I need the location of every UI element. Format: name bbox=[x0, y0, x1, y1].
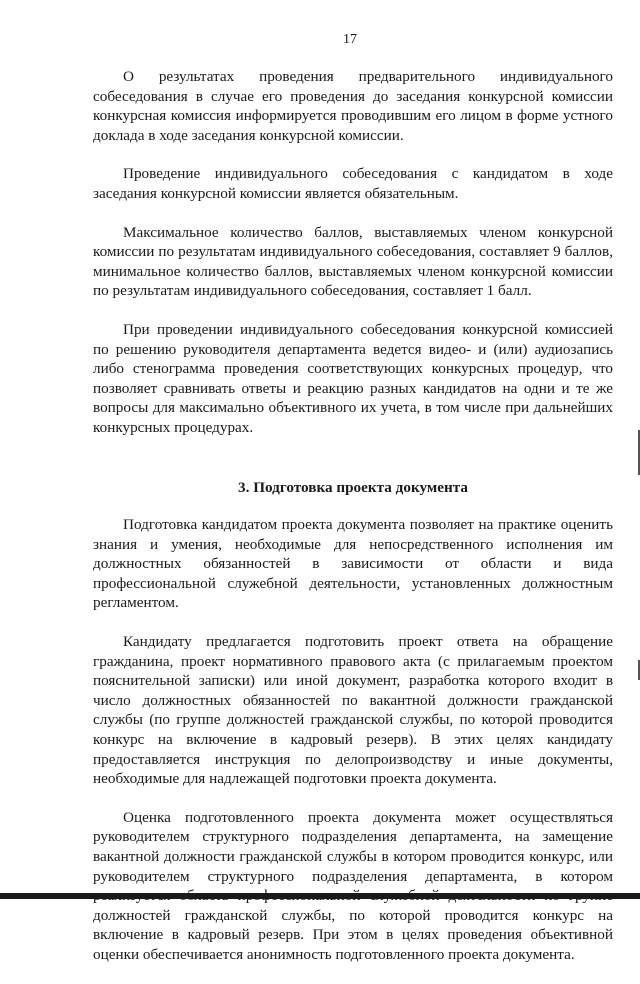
scan-edge-bottom bbox=[0, 893, 640, 899]
section-heading: 3. Подготовка проекта документа bbox=[238, 478, 468, 496]
paragraph: О результатах проведения предварительного индивидуального собеседования в случае его проведения до заседания конкурсной комиссии конкурсная комиссия информируется проводившим его лицом в форме устного доклада в ходе заседания конкурсной комиссии. bbox=[93, 68, 613, 144]
paragraph: Проведение индивидуального собеседования с кандидатом в ходе заседания конкурсной комиссии является обязательным. bbox=[93, 165, 613, 202]
paragraph: Кандидату предлагается подготовить проект ответа на обращение гражданина, проект нормативного правового акта (с прилагаемым проектом пояснительной записки) или иной документ, разработка которого входит в число должностных обязанностей по вакантной должности гражданской службы (по группе должностей гражданской службы, по которой проводится конкурс на включение в кадровый резерв). В этих целях кандидату предоставляется инструкция по делопроизводству и иные документы, необходимые для надлежащей подготовки проекта документа. bbox=[93, 633, 613, 788]
paragraph: При проведении индивидуального собеседования конкурсной комиссией по решению руководителя департамента ведется видео- и (или) аудиозапись либо стенограмма проведения соответствующих конкурсных процедур, что позволяет сравнивать ответы и реакцию разных кандидатов на одни и те же вопросы для максимально объективного их учета, в том числе при дальнейших конкурсных процедурах. bbox=[93, 320, 613, 436]
paragraph: Максимальное количество баллов, выставляемых членом конкурсной комиссии по результатам индивидуального собеседования, составляет 9 баллов, минимальное количество баллов, выставляемых членом конкурсной комиссии по результатам индивидуального собеседования, составляет 1 балл. bbox=[93, 223, 613, 300]
paragraph: Оценка подготовленного проекта документа может осуществляться руководителем структурного подразделения департамента, на замещение вакантной должности гражданской службы в котором проводится конкурс, или руководителем структурного подразделения департамента, в котором должностей гражданской службы, по которой проводится конкурс на включение в кадровый резерв. При этом в целях проведения объективной оценки обеспечивается анонимность подготовленного проекта документа. bbox=[93, 808, 613, 963]
page-number: 17 bbox=[343, 32, 357, 47]
document-body bbox=[93, 67, 613, 984]
paragraph: Подготовка кандидатом проекта документа позволяет на практике оценить знания и умения, необходимые для непосредственного исполнения им должностных обязанностей в зависимости от области и вида профессиональной служебной деятельности, установленных должностным регламентом. bbox=[93, 516, 613, 612]
